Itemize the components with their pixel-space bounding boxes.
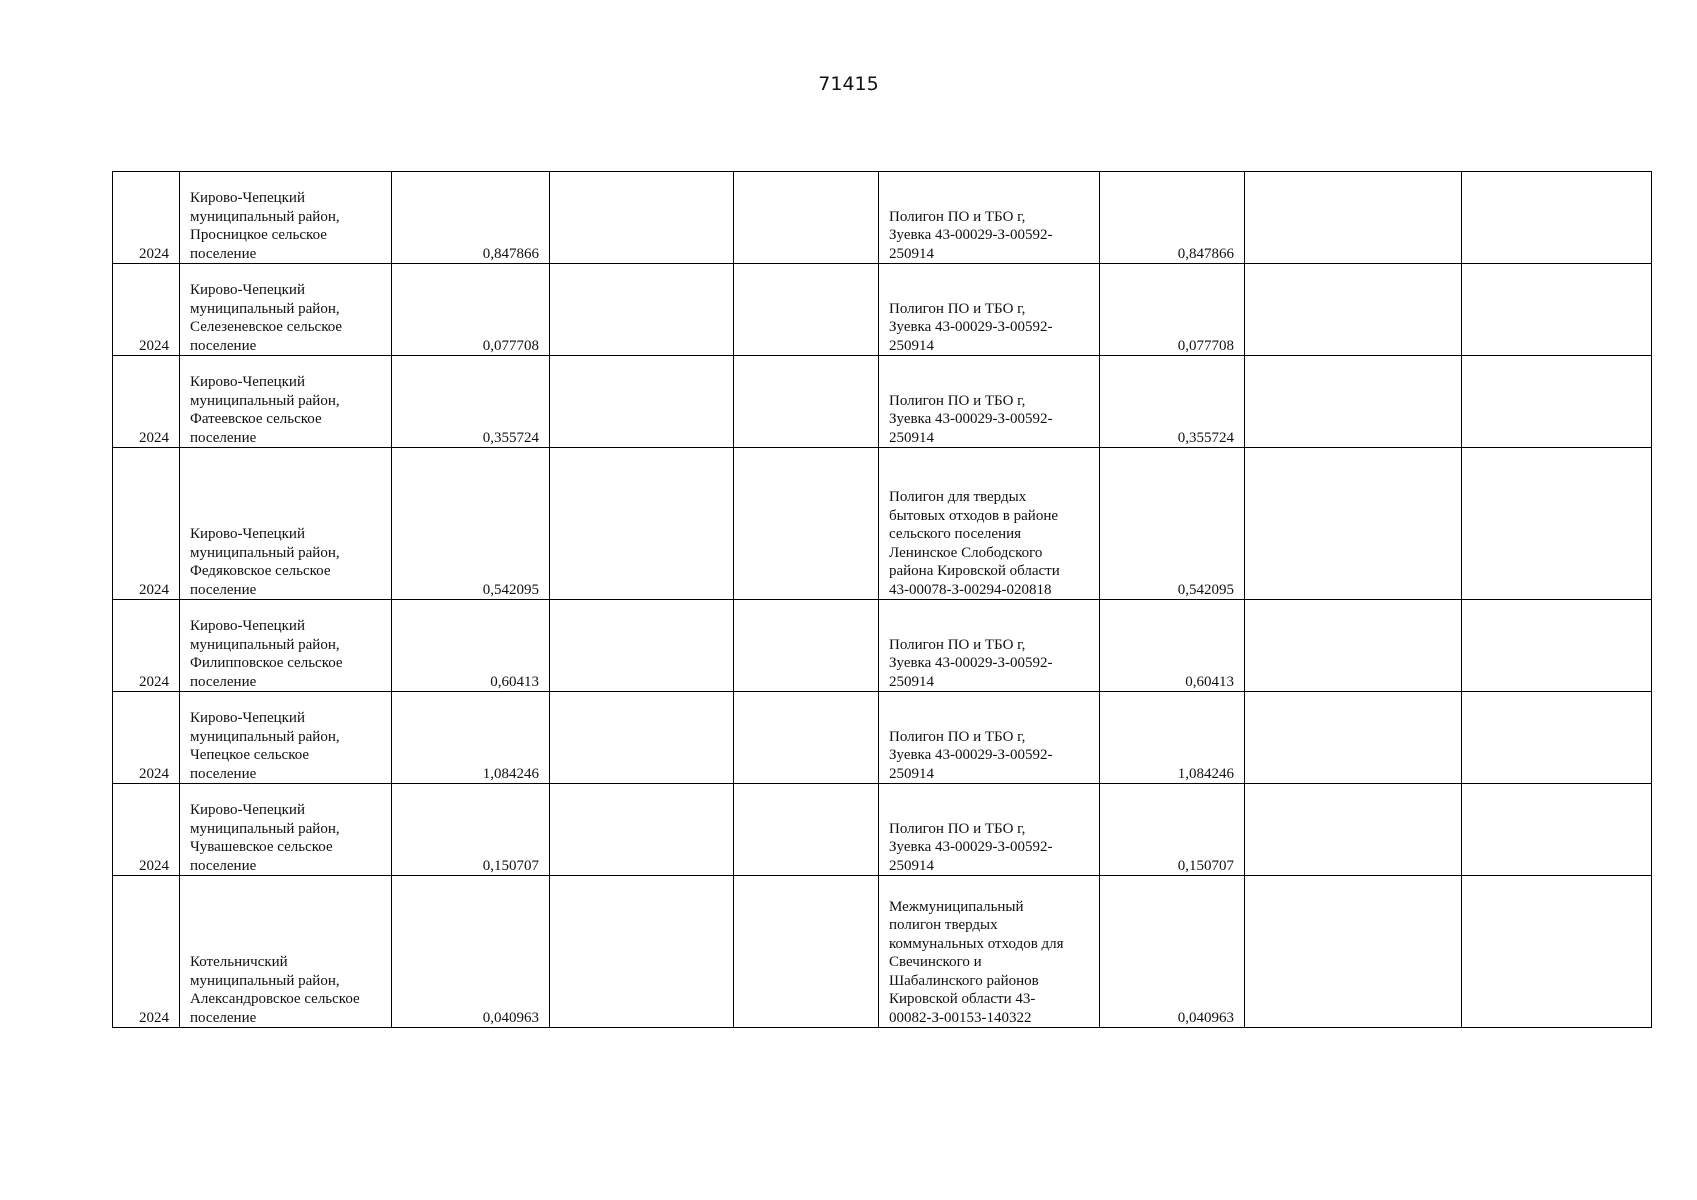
amount-cell: 0,847866 bbox=[392, 172, 550, 264]
facility-amount-cell: 0,60413 bbox=[1100, 600, 1245, 692]
table-row bbox=[113, 600, 1652, 692]
empty-cell bbox=[1462, 692, 1652, 784]
empty-cell bbox=[550, 692, 734, 784]
year-cell: 2024 bbox=[113, 876, 180, 1028]
table-row bbox=[113, 448, 1652, 600]
empty-cell bbox=[1245, 356, 1462, 448]
waste-registry-table bbox=[112, 171, 1652, 1028]
empty-cell bbox=[734, 876, 879, 1028]
empty-cell bbox=[1462, 876, 1652, 1028]
empty-cell bbox=[1245, 172, 1462, 264]
empty-cell bbox=[550, 448, 734, 600]
year-cell: 2024 bbox=[113, 600, 180, 692]
facility-amount-cell: 0,040963 bbox=[1100, 876, 1245, 1028]
municipality-cell bbox=[180, 448, 392, 600]
facility-text: Полигон для твердых бытовых отходов в районе сельского поселения Ленинское Слободского района Кировской области 43-00078-З-00294-020818 bbox=[889, 489, 1060, 598]
year-cell: 2024 bbox=[113, 448, 180, 600]
facility-cell bbox=[879, 876, 1100, 1028]
year-cell: 2024 bbox=[113, 784, 180, 876]
empty-cell bbox=[1245, 784, 1462, 876]
empty-cell bbox=[1245, 264, 1462, 356]
municipality-cell bbox=[180, 356, 392, 448]
table-row bbox=[113, 264, 1652, 356]
municipality-text: Кирово-Чепецкий муниципальный район, Селезеневское сельское поселение bbox=[190, 282, 343, 354]
amount-cell: 0,355724 bbox=[392, 356, 550, 448]
municipality-cell bbox=[180, 264, 392, 356]
facility-text: Полигон ПО и ТБО г, Зуевка 43-00029-З-00592- 250914 bbox=[889, 392, 1053, 446]
amount-cell: 0,077708 bbox=[392, 264, 550, 356]
empty-cell bbox=[550, 264, 734, 356]
empty-cell bbox=[734, 356, 879, 448]
amount-cell: 0,150707 bbox=[392, 784, 550, 876]
empty-cell bbox=[734, 264, 879, 356]
empty-cell bbox=[734, 600, 879, 692]
facility-amount-cell: 0,355724 bbox=[1100, 356, 1245, 448]
empty-cell bbox=[1245, 876, 1462, 1028]
facility-text: Межмуниципальный полигон твердых коммунальных отходов для Свечинского и Шабалинского районов Кировской области 43- 00082-З-00153-140322 bbox=[889, 898, 1064, 1026]
empty-cell bbox=[1462, 356, 1652, 448]
municipality-text: Кирово-Чепецкий муниципальный район, Чувашевское сельское поселение bbox=[190, 802, 340, 874]
empty-cell bbox=[1245, 692, 1462, 784]
facility-text: Полигон ПО и ТБО г, Зуевка 43-00029-З-00592- 250914 bbox=[889, 300, 1053, 354]
year-cell: 2024 bbox=[113, 172, 180, 264]
empty-cell bbox=[1245, 448, 1462, 600]
empty-cell bbox=[734, 172, 879, 264]
municipality-text: Кирово-Чепецкий муниципальный район, Чепецкое сельское поселение bbox=[190, 710, 340, 782]
facility-amount-cell: 0,542095 bbox=[1100, 448, 1245, 600]
table-row bbox=[113, 876, 1652, 1028]
municipality-cell bbox=[180, 692, 392, 784]
empty-cell bbox=[1462, 784, 1652, 876]
amount-cell: 0,040963 bbox=[392, 876, 550, 1028]
facility-amount-cell: 0,150707 bbox=[1100, 784, 1245, 876]
amount-cell: 1,084246 bbox=[392, 692, 550, 784]
table-row bbox=[113, 784, 1652, 876]
facility-amount-cell: 1,084246 bbox=[1100, 692, 1245, 784]
facility-cell bbox=[879, 692, 1100, 784]
year-cell: 2024 bbox=[113, 356, 180, 448]
facility-text: Полигон ПО и ТБО г, Зуевка 43-00029-З-00592- 250914 bbox=[889, 820, 1053, 874]
empty-cell bbox=[550, 172, 734, 264]
empty-cell bbox=[1462, 172, 1652, 264]
facility-cell bbox=[879, 448, 1100, 600]
municipality-text: Кирово-Чепецкий муниципальный район, Федяковское сельское поселение bbox=[190, 526, 340, 598]
facility-amount-cell: 0,077708 bbox=[1100, 264, 1245, 356]
page-number: 71415 bbox=[818, 73, 879, 95]
empty-cell bbox=[550, 356, 734, 448]
municipality-cell bbox=[180, 876, 392, 1028]
facility-cell bbox=[879, 264, 1100, 356]
facility-text: Полигон ПО и ТБО г, Зуевка 43-00029-З-00592- 250914 bbox=[889, 636, 1053, 690]
municipality-cell bbox=[180, 600, 392, 692]
empty-cell bbox=[550, 784, 734, 876]
empty-cell bbox=[1462, 448, 1652, 600]
year-cell: 2024 bbox=[113, 692, 180, 784]
municipality-text: Кирово-Чепецкий муниципальный район, Филипповское сельское поселение bbox=[190, 618, 343, 690]
year-cell: 2024 bbox=[113, 264, 180, 356]
facility-text: Полигон ПО и ТБО г, Зуевка 43-00029-З-00592- 250914 bbox=[889, 208, 1053, 262]
facility-cell bbox=[879, 784, 1100, 876]
empty-cell bbox=[734, 448, 879, 600]
facility-cell bbox=[879, 600, 1100, 692]
municipality-cell bbox=[180, 784, 392, 876]
facility-cell bbox=[879, 172, 1100, 264]
municipality-text: Кирово-Чепецкий муниципальный район, Просницкое сельское поселение bbox=[190, 190, 340, 262]
municipality-text: Кирово-Чепецкий муниципальный район, Фатеевское сельское поселение bbox=[190, 374, 340, 446]
table-row bbox=[113, 356, 1652, 448]
table-row bbox=[113, 172, 1652, 264]
empty-cell bbox=[734, 692, 879, 784]
facility-cell bbox=[879, 356, 1100, 448]
empty-cell bbox=[1462, 264, 1652, 356]
facility-text: Полигон ПО и ТБО г, Зуевка 43-00029-З-00592- 250914 bbox=[889, 728, 1053, 782]
empty-cell bbox=[550, 600, 734, 692]
amount-cell: 0,542095 bbox=[392, 448, 550, 600]
amount-cell: 0,60413 bbox=[392, 600, 550, 692]
facility-amount-cell: 0,847866 bbox=[1100, 172, 1245, 264]
empty-cell bbox=[1462, 600, 1652, 692]
table-row bbox=[113, 692, 1652, 784]
municipality-cell bbox=[180, 172, 392, 264]
empty-cell bbox=[1245, 600, 1462, 692]
empty-cell bbox=[734, 784, 879, 876]
municipality-text: Котельничский муниципальный район, Александровское сельское поселение bbox=[190, 954, 360, 1026]
empty-cell bbox=[550, 876, 734, 1028]
